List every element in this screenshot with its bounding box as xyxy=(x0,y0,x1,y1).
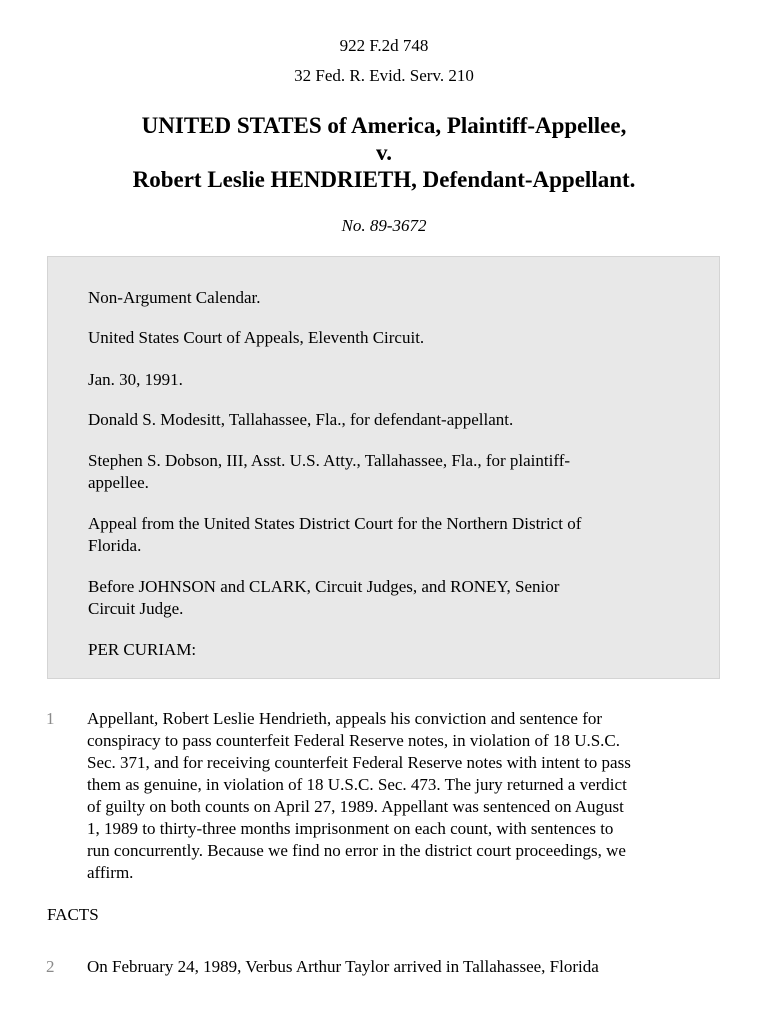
counsel-plaintiff-line-1: Stephen S. Dobson, III, Asst. U.S. Atty., Tallahassee, Fla., for plaintiff- xyxy=(88,451,571,470)
case-header-box xyxy=(47,256,720,679)
panel-line-2: Circuit Judge. xyxy=(88,599,184,618)
calendar-note: Non-Argument Calendar. xyxy=(88,288,261,307)
paragraph-number: 2 xyxy=(46,957,55,976)
caption-defendant: Robert Leslie HENDRIETH, Defendant-Appellant. xyxy=(132,167,636,192)
appeal-from-line-1: Appeal from the United States District Court for the Northern District of xyxy=(88,514,582,533)
court-name: United States Court of Appeals, Eleventh Circuit. xyxy=(88,328,425,347)
caption-plaintiff: UNITED STATES of America, Plaintiff-Appellee, xyxy=(141,113,627,138)
decision-date: Jan. 30, 1991. xyxy=(88,370,183,389)
paragraph-line: of guilty on both counts on April 27, 1989. Appellant was sentenced on August xyxy=(87,797,624,816)
per-curiam: PER CURIAM: xyxy=(88,640,197,659)
paragraph-line: conspiracy to pass counterfeit Federal Reserve notes, in violation of 18 U.S.C. xyxy=(87,731,621,750)
case-caption xyxy=(0,112,768,193)
panel-line-1: Before JOHNSON and CLARK, Circuit Judges, and RONEY, Senior xyxy=(88,577,560,596)
counsel-plaintiff-line-2: appellee. xyxy=(88,473,149,492)
evidence-service-citation: 32 Fed. R. Evid. Serv. 210 xyxy=(294,66,474,85)
paragraph-line: affirm. xyxy=(87,863,134,882)
counsel-defendant: Donald S. Modesitt, Tallahassee, Fla., for defendant-appellant. xyxy=(88,410,514,429)
caption-versus: v. xyxy=(376,140,392,165)
appeal-from-line-2: Florida. xyxy=(88,536,142,555)
paragraph-number: 1 xyxy=(46,709,55,728)
paragraph-line: Sec. 371, and for receiving counterfeit Federal Reserve notes with intent to pass xyxy=(87,753,631,772)
docket-number: No. 89-3672 xyxy=(341,216,427,235)
section-heading-facts: FACTS xyxy=(47,905,99,924)
paragraph-line: them as genuine, in violation of 18 U.S.C. Sec. 473. The jury returned a verdict xyxy=(87,775,627,794)
reporter-citation: 922 F.2d 748 xyxy=(339,36,429,55)
paragraph-line: Appellant, Robert Leslie Hendrieth, appeals his conviction and sentence for xyxy=(87,709,603,728)
paragraph-line: On February 24, 1989, Verbus Arthur Taylor arrived in Tallahassee, Florida xyxy=(87,957,599,976)
paragraph-line: run concurrently. Because we find no error in the district court proceedings, we xyxy=(87,841,626,860)
paragraph-line: 1, 1989 to thirty-three months imprisonment on each count, with sentences to xyxy=(87,819,614,838)
